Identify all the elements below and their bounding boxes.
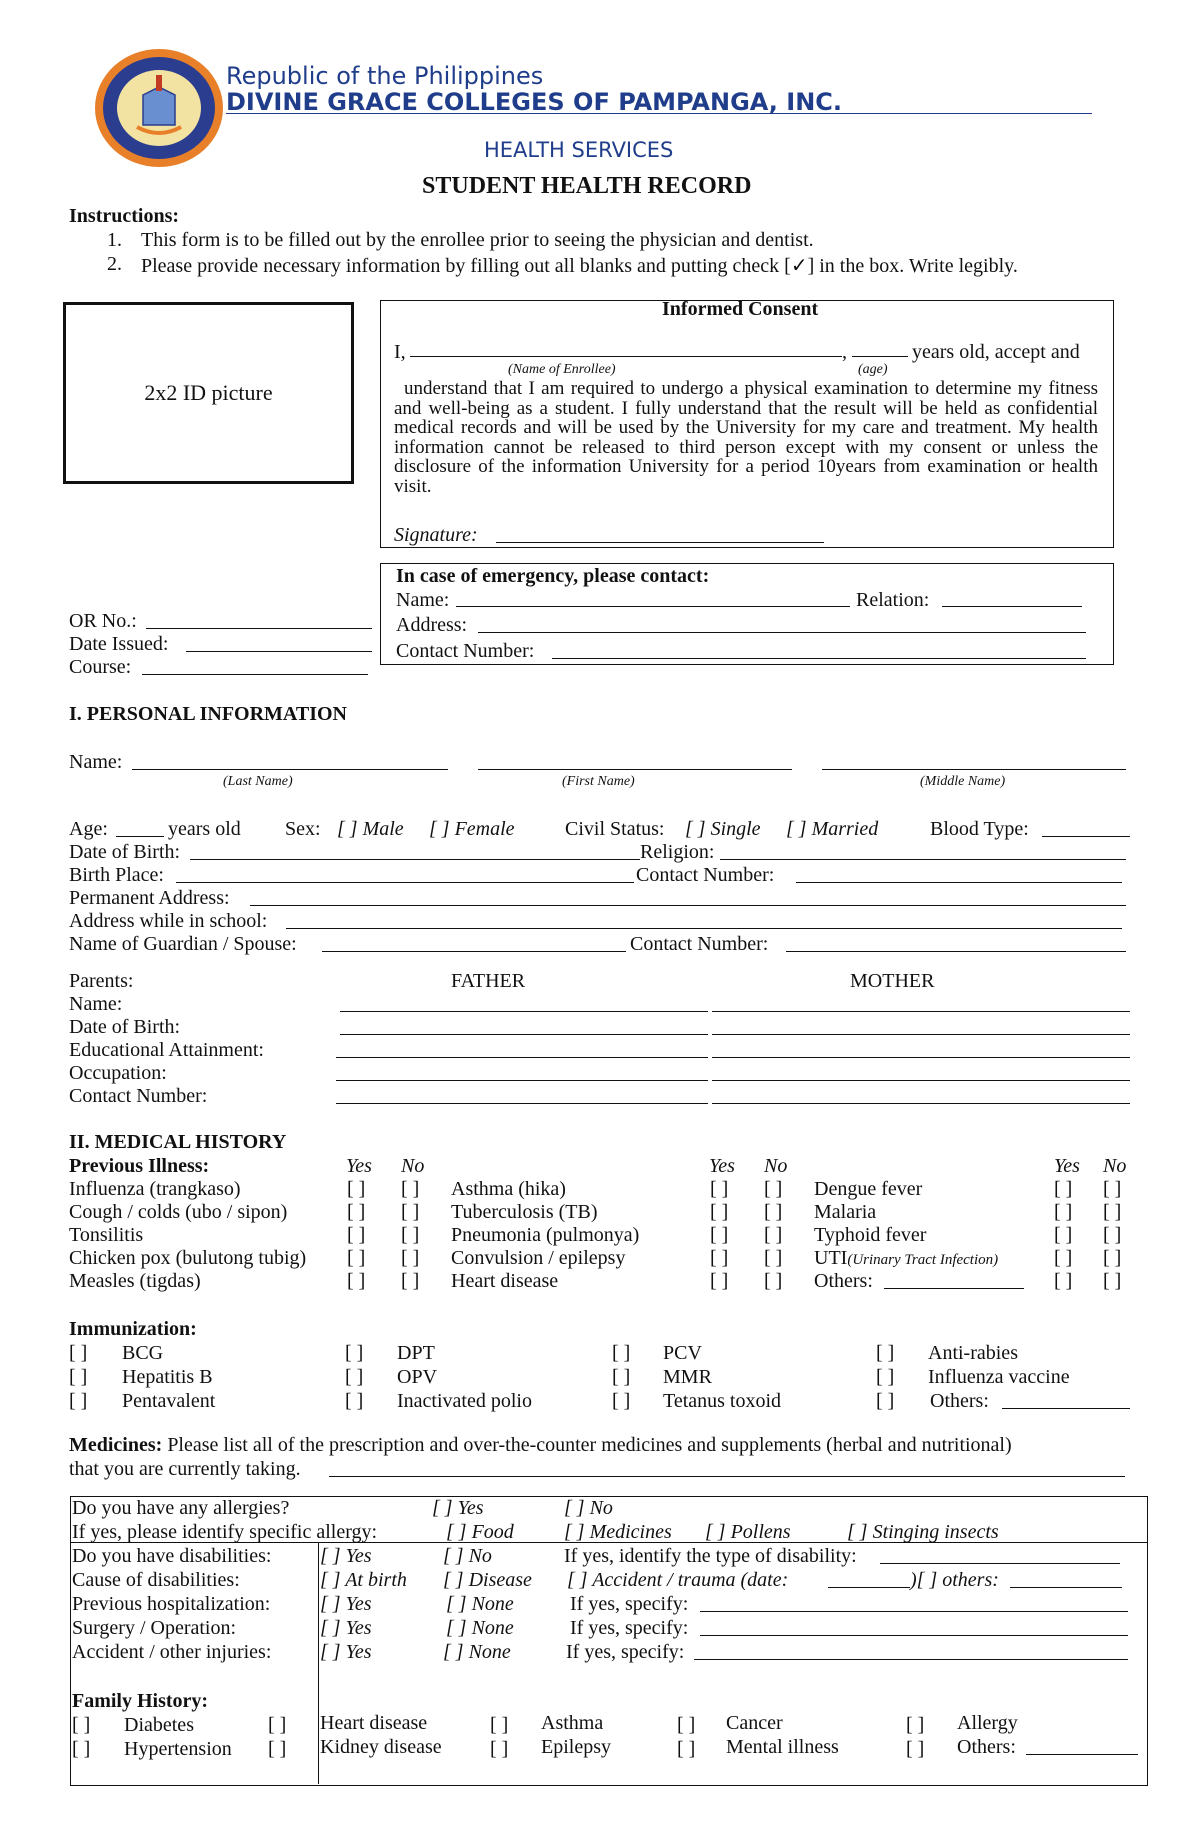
illness-checkbox[interactable]: [ ]: [401, 1201, 420, 1223]
parent-row-occupation: Occupation:: [69, 1062, 167, 1084]
permanent-address-field[interactable]: [250, 905, 1126, 906]
family-checkbox[interactable]: [ ]: [906, 1714, 925, 1736]
illness-checkbox[interactable]: [ ]: [347, 1201, 366, 1223]
surgery-specify-field[interactable]: [700, 1635, 1128, 1636]
vaccine-checkbox[interactable]: [ ]: [345, 1366, 364, 1388]
header-rule: [226, 113, 1092, 114]
illness-checkbox[interactable]: [ ]: [347, 1270, 366, 1292]
contact-number-label: Contact Number:: [636, 864, 775, 886]
illness-checkbox[interactable]: [ ]: [764, 1247, 783, 1269]
vaccine-label: PCV: [663, 1342, 702, 1364]
vaccine-label: Tetanus toxoid: [663, 1390, 782, 1412]
cause-accident-checkbox[interactable]: [ ] Accident / trauma (date:: [567, 1569, 789, 1591]
instruction-number-2: 2.: [107, 253, 122, 275]
family-item: Diabetes: [124, 1714, 194, 1736]
illness-label: Heart disease: [451, 1270, 559, 1292]
vaccine-checkbox[interactable]: [ ]: [69, 1390, 88, 1412]
contact-number-field[interactable]: [796, 882, 1122, 883]
emergency-contact-field[interactable]: [552, 658, 1086, 659]
family-item: Cancer: [726, 1712, 783, 1734]
family-checkbox[interactable]: [ ]: [268, 1738, 287, 1760]
vaccine-others-label: Others:: [930, 1390, 989, 1412]
previous-illness-heading: Previous Illness:: [69, 1155, 210, 1177]
illness-checkbox[interactable]: [ ]: [1103, 1201, 1122, 1223]
emergency-name-field[interactable]: [456, 606, 850, 607]
vaccine-label: OPV: [397, 1366, 438, 1388]
illness-checkbox[interactable]: [ ]: [710, 1247, 729, 1269]
illness-checkbox[interactable]: [ ]: [347, 1224, 366, 1246]
family-checkbox[interactable]: [ ]: [268, 1714, 287, 1736]
consent-signature-label: Signature:: [394, 524, 478, 546]
consent-years-old: years old, accept and: [912, 341, 1080, 363]
emergency-name-label: Name:: [396, 589, 450, 611]
illness-checkbox[interactable]: [ ]: [401, 1178, 420, 1200]
medicines-text: Please list all of the prescription and over-the-counter medicines and supplements (herbal and nutritional): [167, 1434, 1012, 1456]
family-checkbox[interactable]: [ ]: [72, 1714, 91, 1736]
illness-checkbox[interactable]: [ ]: [347, 1178, 366, 1200]
immunization-heading: Immunization:: [69, 1318, 197, 1340]
hospitalization-specify-label: If yes, specify:: [570, 1593, 689, 1615]
illness-checkbox[interactable]: [ ]: [764, 1224, 783, 1246]
illness-label: Typhoid fever: [814, 1224, 927, 1246]
emergency-address-field[interactable]: [478, 632, 1086, 633]
no-header-2: No: [764, 1155, 788, 1177]
consent-name-hint: (Name of Enrollee): [508, 362, 616, 377]
blood-type-field[interactable]: [1042, 836, 1130, 837]
injuries-label: Accident / other injuries:: [72, 1641, 272, 1663]
vaccine-label: Inactivated polio: [397, 1390, 532, 1412]
father-occupation-field[interactable]: [336, 1080, 708, 1081]
illness-checkbox[interactable]: [ ]: [1054, 1201, 1073, 1223]
cause-others-field[interactable]: [1010, 1587, 1122, 1588]
father-contact-field[interactable]: [336, 1103, 708, 1104]
disability-question: Do you have disabilities:: [72, 1545, 272, 1567]
vaccine-checkbox[interactable]: [ ]: [612, 1390, 631, 1412]
vaccine-checkbox[interactable]: [ ]: [345, 1342, 364, 1364]
illness-checkbox[interactable]: [ ]: [401, 1247, 420, 1269]
hospitalization-label: Previous hospitalization:: [72, 1593, 271, 1615]
medical-heading: II. MEDICAL HISTORY: [69, 1131, 287, 1153]
illness-checkbox[interactable]: [ ]: [764, 1201, 783, 1223]
emergency-address-label: Address:: [396, 614, 468, 636]
consent-age-field[interactable]: [852, 356, 908, 357]
allergy-yes-checkbox[interactable]: [ ] Yes: [432, 1497, 484, 1519]
school-logo: [93, 47, 225, 169]
name-label: Name:: [69, 751, 123, 773]
accident-date-field[interactable]: [828, 1587, 910, 1588]
father-header: FATHER: [451, 970, 526, 992]
parent-row-education: Educational Attainment:: [69, 1039, 264, 1061]
instruction-number-1: 1.: [107, 229, 122, 251]
or-no-label: OR No.:: [69, 610, 137, 632]
yes-header-2: Yes: [709, 1155, 735, 1177]
school-address-field[interactable]: [286, 928, 1122, 929]
disability-type-field[interactable]: [880, 1563, 1120, 1564]
last-name-hint: (Last Name): [223, 774, 293, 789]
mother-education-field[interactable]: [712, 1057, 1130, 1058]
family-item: Kidney disease: [320, 1736, 442, 1758]
allergy-specify-label: If yes, please identify specific allergy:: [72, 1521, 378, 1543]
emergency-relation-field[interactable]: [942, 606, 1082, 607]
disability-yes-checkbox[interactable]: [ ] Yes: [320, 1545, 372, 1567]
illness-label: Convulsion / epilepsy: [451, 1247, 626, 1269]
guardian-field[interactable]: [322, 951, 626, 952]
parent-row-contact: Contact Number:: [69, 1085, 208, 1107]
vaccine-checkbox[interactable]: [ ]: [876, 1366, 895, 1388]
dob-field[interactable]: [190, 859, 640, 860]
family-checkbox[interactable]: [ ]: [906, 1738, 925, 1760]
illness-others-field[interactable]: [884, 1288, 1024, 1289]
allergy-question: Do you have any allergies?: [72, 1497, 290, 1519]
header-school-name: DIVINE GRACE COLLEGES OF PAMPANGA, INC.: [226, 88, 843, 116]
illness-checkbox[interactable]: [ ]: [710, 1201, 729, 1223]
no-header-3: No: [1103, 1155, 1127, 1177]
father-name-field[interactable]: [340, 1011, 708, 1012]
course-label: Course:: [69, 656, 132, 678]
illness-others-label: Others:: [814, 1270, 873, 1292]
medicines-field[interactable]: [329, 1476, 1125, 1477]
family-checkbox[interactable]: [ ]: [490, 1714, 509, 1736]
religion-field[interactable]: [720, 859, 1126, 860]
vaccine-label: DPT: [397, 1342, 435, 1364]
uti-label: UTI: [814, 1247, 848, 1269]
family-item: Mental illness: [726, 1736, 839, 1758]
family-others-label: Others:: [957, 1736, 1016, 1758]
cause-birth-checkbox[interactable]: [ ] At birth: [320, 1569, 407, 1591]
allergy-pollens-checkbox[interactable]: [ ] Pollens: [705, 1521, 791, 1543]
dob-label: Date of Birth:: [69, 841, 181, 863]
family-checkbox[interactable]: [ ]: [677, 1714, 696, 1736]
illness-label: Dengue fever: [814, 1178, 923, 1200]
family-item: Heart disease: [320, 1712, 428, 1734]
illness-label: Asthma (hika): [451, 1178, 566, 1200]
hospitalization-yes-checkbox[interactable]: [ ] Yes: [320, 1593, 372, 1615]
disability-cause-label: Cause of disabilities:: [72, 1569, 240, 1591]
personal-heading: I. PERSONAL INFORMATION: [69, 703, 347, 725]
mother-occupation-field[interactable]: [712, 1080, 1130, 1081]
guardian-label: Name of Guardian / Spouse:: [69, 933, 297, 955]
first-name-hint: (First Name): [562, 774, 635, 789]
birthplace-label: Birth Place:: [69, 864, 164, 886]
civil-married-checkbox[interactable]: [ ] Married: [786, 818, 879, 840]
illness-checkbox[interactable]: [ ]: [710, 1270, 729, 1292]
vaccine-label: Influenza vaccine: [928, 1366, 1070, 1388]
medicines-text-2: that you are currently taking.: [69, 1458, 301, 1480]
injuries-specify-field[interactable]: [694, 1659, 1128, 1660]
guardian-contact-label: Contact Number:: [630, 933, 769, 955]
last-name-field[interactable]: [132, 769, 448, 770]
illness-checkbox[interactable]: [ ]: [710, 1224, 729, 1246]
vaccine-checkbox[interactable]: [ ]: [876, 1390, 895, 1412]
vaccine-label: BCG: [122, 1342, 164, 1364]
illness-checkbox[interactable]: [ ]: [347, 1247, 366, 1269]
sex-female-checkbox[interactable]: [ ] Female: [429, 818, 515, 840]
illness-label: Measles (tigdas): [69, 1270, 201, 1292]
header-republic: Republic of the Philippines: [226, 62, 544, 90]
mother-name-field[interactable]: [712, 1011, 1130, 1012]
mother-header: MOTHER: [850, 970, 935, 992]
mother-dob-field[interactable]: [712, 1034, 1130, 1035]
date-issued-field[interactable]: [186, 651, 372, 652]
vaccine-checkbox[interactable]: [ ]: [345, 1390, 364, 1412]
disability-no-checkbox[interactable]: [ ] No: [443, 1545, 492, 1567]
id-photo-label: 2x2 ID picture: [144, 380, 273, 405]
illness-label: Pneumonia (pulmonya): [451, 1224, 640, 1246]
surgery-none-checkbox[interactable]: [ ] None: [446, 1617, 514, 1639]
consent-name-field[interactable]: [410, 356, 842, 357]
illness-checkbox[interactable]: [ ]: [1054, 1178, 1073, 1200]
instruction-1: This form is to be filled out by the enrollee prior to seeing the physician and dentist.: [141, 229, 814, 251]
civil-single-checkbox[interactable]: [ ] Single: [685, 818, 761, 840]
vaccine-label: MMR: [663, 1366, 712, 1388]
emergency-title: In case of emergency, please contact:: [396, 565, 710, 587]
father-dob-field[interactable]: [340, 1034, 708, 1035]
civil-status-label: Civil Status:: [565, 818, 665, 840]
surgery-label: Surgery / Operation:: [72, 1617, 237, 1639]
illness-checkbox[interactable]: [ ]: [401, 1270, 420, 1292]
illness-checkbox[interactable]: [ ]: [764, 1178, 783, 1200]
cause-disease-checkbox[interactable]: [ ] Disease: [443, 1569, 532, 1591]
table-column-divider: [318, 1543, 319, 1784]
illness-label: Malaria: [814, 1201, 877, 1223]
family-history-heading: Family History:: [72, 1690, 209, 1712]
illness-checkbox[interactable]: [ ]: [1103, 1247, 1122, 1269]
illness-checkbox[interactable]: [ ]: [710, 1178, 729, 1200]
disability-type-label: If yes, identify the type of disability:: [564, 1545, 857, 1567]
illness-label: Tonsilitis: [69, 1224, 144, 1246]
illness-checkbox[interactable]: [ ]: [1103, 1270, 1122, 1292]
injuries-yes-checkbox[interactable]: [ ] Yes: [320, 1641, 372, 1663]
vaccine-label: Anti-rabies: [928, 1342, 1018, 1364]
vaccine-checkbox[interactable]: [ ]: [69, 1366, 88, 1388]
family-checkbox[interactable]: [ ]: [490, 1738, 509, 1760]
birthplace-field[interactable]: [176, 882, 634, 883]
family-item: Allergy: [957, 1712, 1018, 1734]
medicines-label: Medicines:: [69, 1434, 163, 1456]
mother-contact-field[interactable]: [712, 1103, 1130, 1104]
middle-name-hint: (Middle Name): [920, 774, 1006, 789]
illness-label: Cough / colds (ubo / sipon): [69, 1201, 288, 1223]
consent-title: Informed Consent: [662, 298, 819, 320]
allergy-insects-checkbox[interactable]: [ ] Stinging insects: [847, 1521, 999, 1543]
no-header-1: No: [401, 1155, 425, 1177]
hospitalization-specify-field[interactable]: [700, 1611, 1128, 1612]
family-others-field[interactable]: [1026, 1754, 1138, 1755]
consent-age-hint: (age): [858, 362, 888, 377]
surgery-specify-label: If yes, specify:: [570, 1617, 689, 1639]
illness-checkbox[interactable]: [ ]: [401, 1224, 420, 1246]
consent-signature-field[interactable]: [496, 542, 824, 543]
illness-checkbox[interactable]: [ ]: [1103, 1178, 1122, 1200]
family-checkbox[interactable]: [ ]: [72, 1738, 91, 1760]
family-item: Asthma: [541, 1712, 604, 1734]
or-no-field[interactable]: [146, 628, 372, 629]
consent-body: understand that I am required to undergo a physical examination to determine my fitness and well-being as a student. I fully understand that the result will be held as confidential medical records and will be used by the University for my care and treatment. My health information cannot be released to third person except with my consent or unless the disclosure of the information University for a period 10years from examination or health visit.: [394, 378, 1098, 497]
age-field[interactable]: [116, 836, 164, 837]
illness-label-uti: [814, 1247, 998, 1270]
uti-sub: (Urinary Tract Infection): [847, 1252, 999, 1268]
hospitalization-none-checkbox[interactable]: [ ] None: [446, 1593, 514, 1615]
emergency-relation-label: Relation:: [856, 589, 930, 611]
illness-label: Chicken pox (bulutong tubig): [69, 1247, 307, 1269]
date-issued-label: Date Issued:: [69, 633, 169, 655]
parents-label: Parents:: [69, 970, 134, 992]
consent-comma: ,: [842, 341, 847, 363]
injuries-none-checkbox[interactable]: [ ] None: [443, 1641, 511, 1663]
years-old-label: years old: [168, 818, 241, 840]
allergy-medicines-checkbox[interactable]: [ ] Medicines: [564, 1521, 672, 1543]
surgery-yes-checkbox[interactable]: [ ] Yes: [320, 1617, 372, 1639]
injuries-specify-label: If yes, specify:: [566, 1641, 685, 1663]
course-field[interactable]: [142, 674, 368, 675]
age-label: Age:: [69, 818, 108, 840]
illness-checkbox[interactable]: [ ]: [1103, 1224, 1122, 1246]
allergy-food-checkbox[interactable]: [ ] Food: [446, 1521, 514, 1543]
vaccine-checkbox[interactable]: [ ]: [612, 1342, 631, 1364]
illness-label: Influenza (trangkaso): [69, 1178, 241, 1200]
school-address-label: Address while in school:: [69, 910, 268, 932]
vaccine-label: Hepatitis B: [122, 1366, 213, 1388]
family-item: Hypertension: [124, 1738, 232, 1760]
vaccine-others-field[interactable]: [1002, 1408, 1130, 1409]
yes-header-3: Yes: [1054, 1155, 1080, 1177]
illness-label: Tuberculosis (TB): [451, 1201, 598, 1223]
parent-row-dob: Date of Birth:: [69, 1016, 181, 1038]
emergency-contact-label: Contact Number:: [396, 640, 535, 662]
consent-i: I,: [394, 341, 406, 363]
father-education-field[interactable]: [336, 1057, 708, 1058]
illness-checkbox[interactable]: [ ]: [764, 1270, 783, 1292]
first-name-field[interactable]: [478, 769, 792, 770]
illness-checkbox[interactable]: [ ]: [1054, 1247, 1073, 1269]
allergy-no-checkbox[interactable]: [ ] No: [564, 1497, 613, 1519]
family-item: Epilepsy: [541, 1736, 611, 1758]
illness-checkbox[interactable]: [ ]: [1054, 1224, 1073, 1246]
vaccine-label: Pentavalent: [122, 1390, 216, 1412]
vaccine-checkbox[interactable]: [ ]: [876, 1342, 895, 1364]
vaccine-checkbox[interactable]: [ ]: [69, 1342, 88, 1364]
sex-label: Sex:: [285, 818, 321, 840]
religion-label: Religion:: [640, 841, 715, 863]
sex-male-checkbox[interactable]: [ ] Male: [337, 818, 404, 840]
parent-row-name: Name:: [69, 993, 123, 1015]
blood-type-label: Blood Type:: [930, 818, 1029, 840]
permanent-address-label: Permanent Address:: [69, 887, 230, 909]
cause-others-checkbox[interactable]: )[ ] others:: [910, 1569, 999, 1591]
illness-checkbox[interactable]: [ ]: [1054, 1270, 1073, 1292]
header-services: HEALTH SERVICES: [484, 138, 674, 162]
guardian-contact-field[interactable]: [786, 951, 1126, 952]
instruction-2: Please provide necessary information by filling out all blanks and putting check [✓] in the box. Write legibly.: [141, 255, 1018, 277]
middle-name-field[interactable]: [822, 769, 1126, 770]
id-photo-box[interactable]: [63, 302, 354, 484]
yes-header-1: Yes: [346, 1155, 372, 1177]
instructions-heading: Instructions:: [69, 205, 180, 227]
medicines-line-1: [69, 1434, 1012, 1457]
vaccine-checkbox[interactable]: [ ]: [612, 1366, 631, 1388]
family-checkbox[interactable]: [ ]: [677, 1738, 696, 1760]
page-title: STUDENT HEALTH RECORD: [422, 173, 752, 199]
